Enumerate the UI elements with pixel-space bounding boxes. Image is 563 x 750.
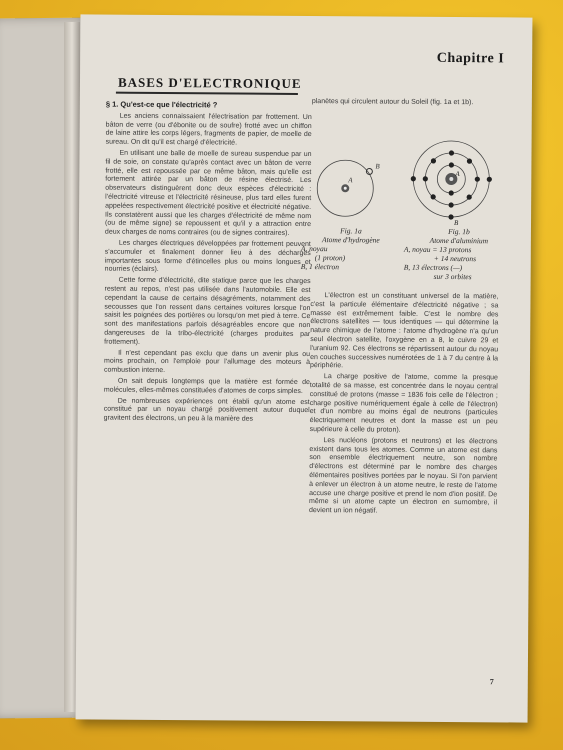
paragraph: En utilisant une balle de moelle de sureau suspendue par un fil de soie, on constate qu'après contact avec un bâton de verre frotté, elle est repoussée par ce même bâton, mais qu'elle est fortement attirée par un bâton de résine électrisé. Les observateurs distinguèrent donc deux espèces d'électricité : l'électricité vitreuse et l'électricité résineuse, plus tard elles furent appelées respectivement électricité positive et électricité négative. Ils constatèrent aussi que les charges d'électricité de même nom (ou de même signe) se repoussent et qu'il y a attraction entre deux charges de noms contraires (ou de signes contraires). bbox=[104, 149, 312, 238]
figure-title: Atome d'aluminium bbox=[429, 235, 489, 246]
section-heading: § 1. Qu'est-ce que l'électricité ? bbox=[105, 99, 218, 110]
figure-1b-caption bbox=[404, 227, 514, 282]
right-column-top bbox=[312, 98, 500, 110]
page-title: BASES D'ELECTRONIQUE bbox=[117, 74, 302, 91]
figure-line: (1 proton) bbox=[314, 253, 346, 263]
paragraph: L'électron est un constituant universel de la matière, c'est la particule élémentaire d'électricité négative ; sa masse est extrêmement faible. C'est le nombre des électrons satellites — tous identiques — qui détermine la nature chimique de l'atome : l'atome d'hydrogène n'a qu'un seul électron satellite, l'oxygène en a 8, le cuivre 29 et l'uranium 92. Ces électrons se répartissent autour du noyau en couches successives numérotées de 1 à 7 du centre à la périphérie. bbox=[309, 292, 499, 370]
figure-line: B, 13 électrons (—) bbox=[403, 262, 463, 273]
electron bbox=[467, 195, 472, 200]
figure-label: Fig. 1b bbox=[448, 227, 470, 237]
marker-b: B bbox=[375, 162, 380, 171]
book-page bbox=[76, 14, 533, 722]
electron bbox=[431, 158, 436, 163]
electron bbox=[487, 177, 492, 182]
left-column bbox=[104, 101, 312, 427]
figure-line: A, noyau bbox=[300, 243, 328, 254]
figure-line: + 14 neutrons bbox=[433, 253, 477, 264]
marker-a: A bbox=[455, 170, 460, 179]
marker-a: A bbox=[348, 176, 353, 185]
electron bbox=[467, 159, 472, 164]
page-number: 7 bbox=[489, 677, 494, 687]
electron bbox=[449, 150, 454, 155]
nucleus-center bbox=[449, 177, 453, 181]
paragraph: De nombreuses expériences ont établi qu'un atome est constitué par un noyau chargé positivement autour duquel gravitent des électrons, un peu à la manière des bbox=[103, 397, 310, 423]
figure-line: A, noyau = 13 protons bbox=[403, 244, 472, 255]
hydrogen-atom-diagram bbox=[311, 146, 388, 223]
electron bbox=[449, 162, 454, 167]
paragraph: Les nucléons (protons et neutrons) et les électrons existent dans tous les atomes. Comme un atome est dans son ensemble électriquement neutre, son nombre d'électrons est déterminé par le nombre des charges élémentaires positives portées par le noyau. Si l'on parvient à enlever un électron à un atome neutre, le reste de l'atome accuse une charge positive et prend le nom d'ion positif. De même si un atome capte un électron en surnombre, il devient un ion négatif. bbox=[308, 436, 498, 515]
paragraph: La charge positive de l'atome, comme la presque totalité de sa masse, est concentrée dans le noyau central constitué de protons (masse = 1836 fois celle de l'électron ; charge positive numériquement égale à celle de l'électron) et d'un nombre au moins égal de neutrons (particules électriquement neutres et dont la masse est un peu supérieure à celle du proton). bbox=[309, 373, 498, 434]
nucleus-center bbox=[344, 187, 347, 190]
paragraph: Il n'est cependant pas exclu que dans un avenir plus ou moins prochain, on l'emploie pour l'allumage des moteurs à combustion interne. bbox=[103, 349, 311, 375]
electron bbox=[449, 202, 454, 207]
electron bbox=[423, 176, 428, 181]
electron bbox=[411, 176, 416, 181]
paragraph: Les charges électriques développées par frottement peuvent s'accumuler et finalement donner lieu à des décharges importantes sous forme d'étincelles plus ou moins longues et nourries (éclairs). bbox=[104, 239, 311, 274]
figure-label: Fig. 1a bbox=[340, 226, 362, 236]
figure-line: B, 1 électron bbox=[300, 261, 340, 272]
title-underline bbox=[116, 92, 298, 95]
electron bbox=[431, 194, 436, 199]
electron bbox=[448, 214, 453, 219]
paragraph: planètes qui circulent autour du Soleil (fig. 1a et 1b). bbox=[311, 98, 474, 107]
figure-line: sur 3 orbites bbox=[433, 271, 472, 282]
electron bbox=[475, 177, 480, 182]
marker-b: B bbox=[453, 219, 459, 228]
paragraph: On sait depuis longtemps que la matière est formée de molécules, elles-mêmes constituées d'atomes de corps simples. bbox=[103, 377, 310, 395]
aluminium-atom-diagram bbox=[407, 135, 500, 228]
figure-title: Atome d'hydrogène bbox=[321, 235, 380, 245]
paragraph: Les anciens connaissaient l'électrisation par frottement. Un bâton de verre (ou d'ébonite ou de soufre) frotté avec un chiffon de laine attire les corps légers, fragments de papier, de moelle de sureau. On dit qu'il est chargé d'électricité. bbox=[105, 112, 312, 147]
paragraph: Cette forme d'électricité, dite statique parce que les charges restent au repos, n'est pas utilisée dans l'automobile. Elle est cependant la cause de certains désagréments, notamment des secousses que l'on ressent dans certaines voitures lorsque l'on saisit les poignées des portières ou lorsqu'on met pied à terre. Ce sont des manifestations parfois désagréables encore que non dangereuses de la tribo-électricité (charges produites par frottement). bbox=[104, 276, 311, 346]
chapter-heading: Chapitre I bbox=[436, 50, 505, 67]
electron bbox=[449, 190, 454, 195]
figure-1a-caption bbox=[301, 226, 401, 272]
right-column bbox=[309, 292, 499, 519]
